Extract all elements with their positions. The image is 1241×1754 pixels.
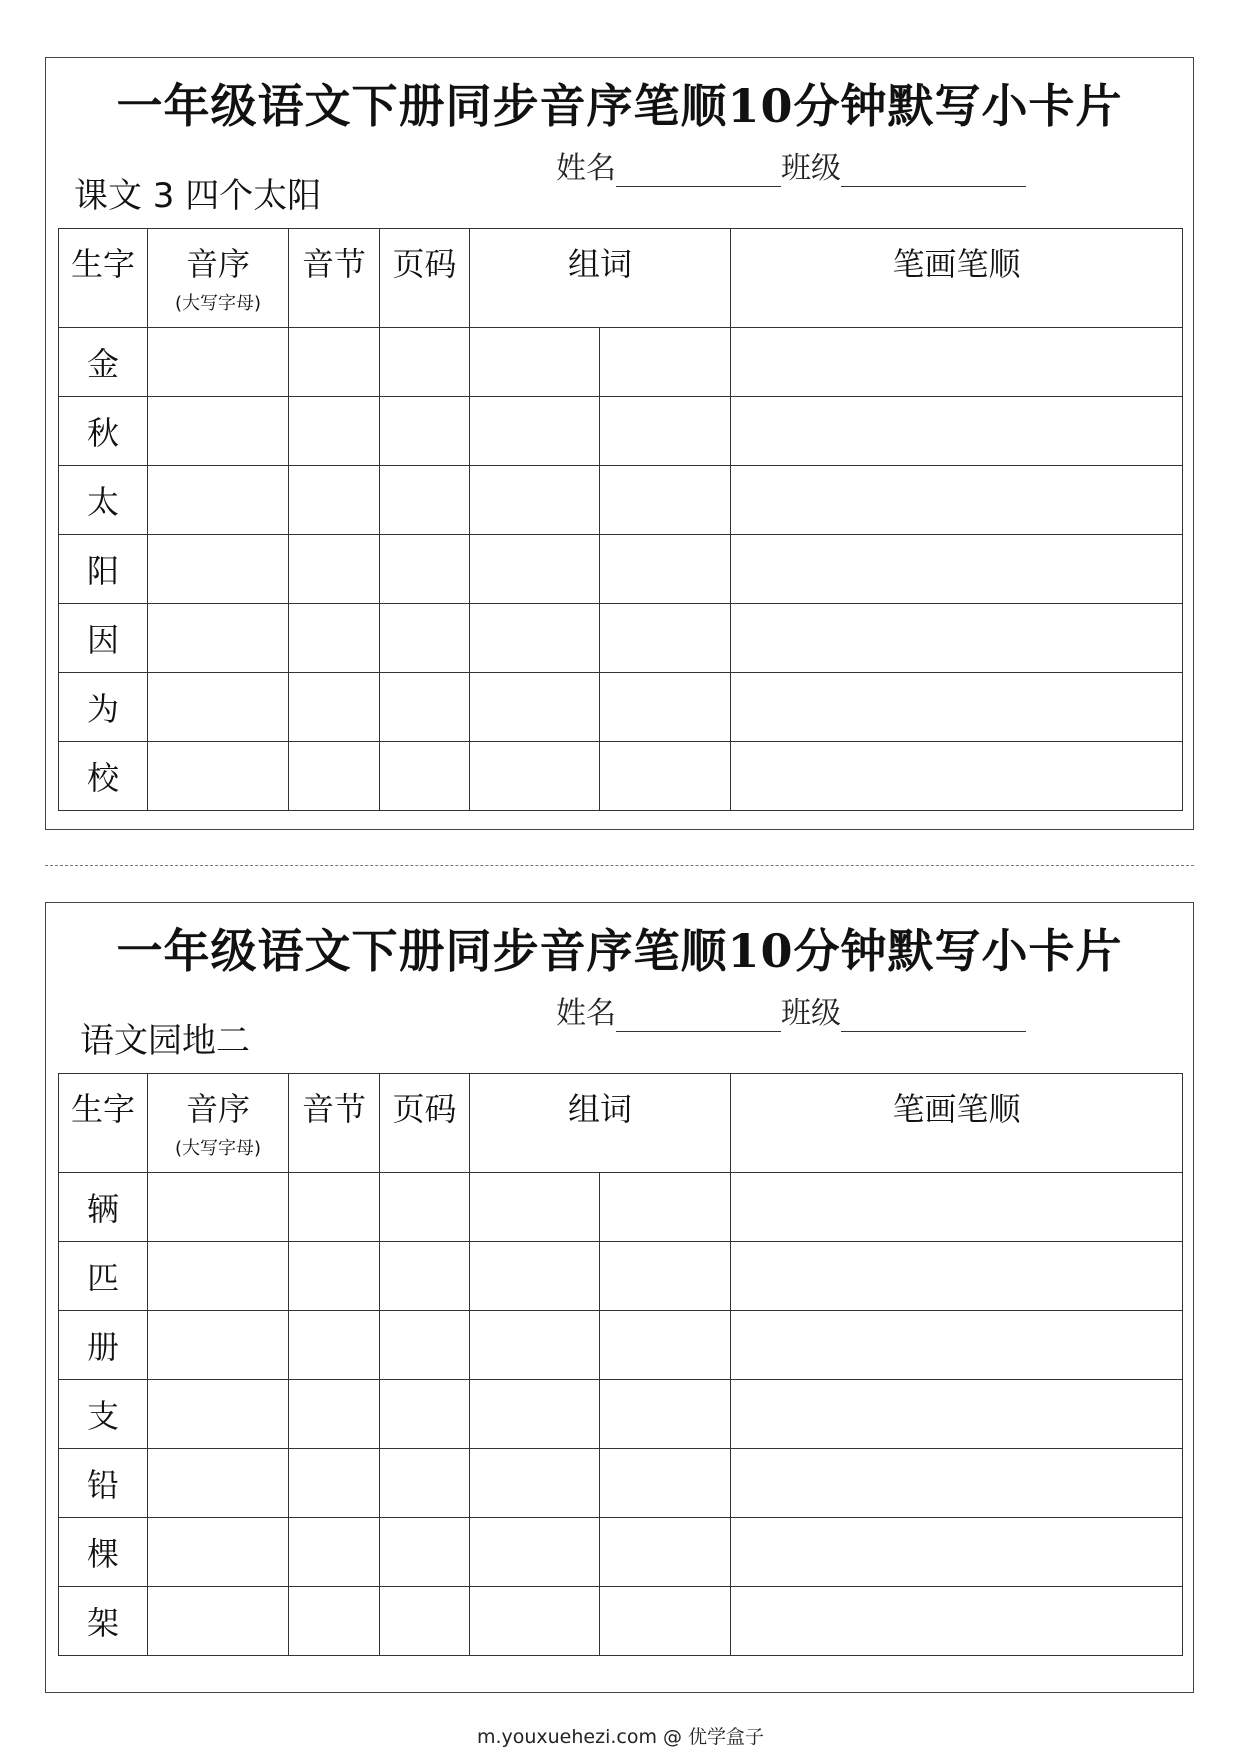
word-cell-2[interactable] bbox=[600, 1173, 731, 1242]
syllable-cell[interactable] bbox=[289, 1380, 380, 1449]
word-cell-1[interactable] bbox=[470, 604, 600, 673]
dictation-table bbox=[58, 1073, 1183, 1656]
char-cell: 金 bbox=[59, 328, 148, 397]
word-cell-1[interactable] bbox=[470, 535, 600, 604]
lesson-title: 语文园地二 bbox=[80, 1021, 250, 1061]
syllable-cell[interactable] bbox=[289, 1587, 380, 1656]
order-cell[interactable] bbox=[148, 742, 289, 811]
page-cell[interactable] bbox=[380, 1518, 470, 1587]
page-cell[interactable] bbox=[380, 604, 470, 673]
char-cell: 辆 bbox=[59, 1173, 148, 1242]
page-cell[interactable] bbox=[380, 466, 470, 535]
word-cell-1[interactable] bbox=[470, 1518, 600, 1587]
char-cell: 阳 bbox=[59, 535, 148, 604]
name-field[interactable] bbox=[616, 156, 781, 187]
word-cell-2[interactable] bbox=[600, 1449, 731, 1518]
table-header-row bbox=[59, 1074, 1183, 1173]
page-cell[interactable] bbox=[380, 328, 470, 397]
cut-line-divider bbox=[45, 865, 1194, 866]
strokes-cell[interactable] bbox=[731, 1242, 1183, 1311]
header-page: 页码 bbox=[380, 229, 470, 328]
order-cell[interactable] bbox=[148, 466, 289, 535]
table-row bbox=[59, 673, 1183, 742]
order-cell[interactable] bbox=[148, 1380, 289, 1449]
header-char: 生字 bbox=[59, 1074, 148, 1173]
strokes-cell[interactable] bbox=[731, 1518, 1183, 1587]
page-cell[interactable] bbox=[380, 1173, 470, 1242]
strokes-cell[interactable] bbox=[731, 1380, 1183, 1449]
char-cell: 铅 bbox=[59, 1449, 148, 1518]
header-strokes: 笔画笔顺 bbox=[731, 229, 1183, 328]
word-cell-2[interactable] bbox=[600, 1518, 731, 1587]
word-cell-2[interactable] bbox=[600, 535, 731, 604]
strokes-cell[interactable] bbox=[731, 1173, 1183, 1242]
table-row bbox=[59, 604, 1183, 673]
char-cell: 册 bbox=[59, 1311, 148, 1380]
name-label: 姓名 bbox=[556, 996, 616, 1031]
order-cell[interactable] bbox=[148, 397, 289, 466]
strokes-cell[interactable] bbox=[731, 673, 1183, 742]
order-cell[interactable] bbox=[148, 535, 289, 604]
table-row bbox=[59, 1449, 1183, 1518]
table-header-row bbox=[59, 229, 1183, 328]
header-order-label: 音序 bbox=[185, 245, 250, 283]
page-cell[interactable] bbox=[380, 535, 470, 604]
page-cell[interactable] bbox=[380, 1587, 470, 1656]
char-cell: 支 bbox=[59, 1380, 148, 1449]
order-cell[interactable] bbox=[148, 1587, 289, 1656]
word-cell-2[interactable] bbox=[600, 673, 731, 742]
word-cell-1[interactable] bbox=[470, 1311, 600, 1380]
name-class-line bbox=[556, 988, 1026, 1032]
strokes-cell[interactable] bbox=[731, 397, 1183, 466]
syllable-cell[interactable] bbox=[289, 466, 380, 535]
word-cell-2[interactable] bbox=[600, 1311, 731, 1380]
lesson-title: 课文 3 四个太阳 bbox=[74, 176, 322, 216]
word-cell-2[interactable] bbox=[600, 466, 731, 535]
order-cell[interactable] bbox=[148, 604, 289, 673]
word-cell-1[interactable] bbox=[470, 1587, 600, 1656]
order-cell[interactable] bbox=[148, 1173, 289, 1242]
table-row bbox=[59, 1311, 1183, 1380]
char-cell: 为 bbox=[59, 673, 148, 742]
strokes-cell[interactable] bbox=[731, 1449, 1183, 1518]
class-label: 班级 bbox=[781, 996, 841, 1031]
table-row bbox=[59, 1518, 1183, 1587]
page-cell[interactable] bbox=[380, 1449, 470, 1518]
syllable-cell[interactable] bbox=[289, 1518, 380, 1587]
strokes-cell[interactable] bbox=[731, 535, 1183, 604]
word-cell-2[interactable] bbox=[600, 742, 731, 811]
char-cell: 架 bbox=[59, 1587, 148, 1656]
word-cell-2[interactable] bbox=[600, 397, 731, 466]
order-cell[interactable] bbox=[148, 1242, 289, 1311]
page-cell[interactable] bbox=[380, 742, 470, 811]
syllable-cell[interactable] bbox=[289, 673, 380, 742]
word-cell-1[interactable] bbox=[470, 397, 600, 466]
dictation-card-1 bbox=[45, 57, 1194, 830]
char-cell: 因 bbox=[59, 604, 148, 673]
word-cell-1[interactable] bbox=[470, 1380, 600, 1449]
table-row bbox=[59, 535, 1183, 604]
dictation-table bbox=[58, 228, 1183, 811]
char-cell: 校 bbox=[59, 742, 148, 811]
word-cell-1[interactable] bbox=[470, 466, 600, 535]
char-cell: 秋 bbox=[59, 397, 148, 466]
header-char: 生字 bbox=[59, 229, 148, 328]
word-cell-2[interactable] bbox=[600, 1242, 731, 1311]
strokes-cell[interactable] bbox=[731, 1311, 1183, 1380]
header-strokes: 笔画笔顺 bbox=[731, 1074, 1183, 1173]
word-cell-2[interactable] bbox=[600, 1587, 731, 1656]
table-row bbox=[59, 466, 1183, 535]
syllable-cell[interactable] bbox=[289, 328, 380, 397]
word-cell-1[interactable] bbox=[470, 328, 600, 397]
order-cell[interactable] bbox=[148, 673, 289, 742]
order-cell[interactable] bbox=[148, 1518, 289, 1587]
header-order bbox=[148, 229, 289, 328]
dictation-card-2 bbox=[45, 902, 1194, 1693]
syllable-cell[interactable] bbox=[289, 535, 380, 604]
card-title: 一年级语文下册同步音序笔顺10分钟默写小卡片 bbox=[116, 924, 1123, 978]
table-row bbox=[59, 1380, 1183, 1449]
table-row bbox=[59, 1173, 1183, 1242]
word-cell-1[interactable] bbox=[470, 673, 600, 742]
strokes-cell[interactable] bbox=[731, 466, 1183, 535]
header-order-sub: (大写字母) bbox=[174, 293, 262, 314]
syllable-cell[interactable] bbox=[289, 1449, 380, 1518]
table-row bbox=[59, 397, 1183, 466]
class-label: 班级 bbox=[781, 151, 841, 186]
syllable-cell[interactable] bbox=[289, 1242, 380, 1311]
syllable-cell[interactable] bbox=[289, 604, 380, 673]
word-cell-1[interactable] bbox=[470, 1242, 600, 1311]
table-row bbox=[59, 1242, 1183, 1311]
char-cell: 匹 bbox=[59, 1242, 148, 1311]
syllable-cell[interactable] bbox=[289, 1173, 380, 1242]
header-page: 页码 bbox=[380, 1074, 470, 1173]
header-order-sub: (大写字母) bbox=[174, 1138, 262, 1159]
word-cell-2[interactable] bbox=[600, 328, 731, 397]
order-cell[interactable] bbox=[148, 328, 289, 397]
strokes-cell[interactable] bbox=[731, 1587, 1183, 1656]
syllable-cell[interactable] bbox=[289, 1311, 380, 1380]
syllable-cell[interactable] bbox=[289, 397, 380, 466]
page-cell[interactable] bbox=[380, 673, 470, 742]
table-row bbox=[59, 1587, 1183, 1656]
order-cell[interactable] bbox=[148, 1449, 289, 1518]
header-words: 组词 bbox=[470, 229, 731, 328]
header-syllable: 音节 bbox=[289, 1074, 380, 1173]
class-field[interactable] bbox=[841, 1001, 1026, 1032]
word-cell-2[interactable] bbox=[600, 1380, 731, 1449]
page-cell[interactable] bbox=[380, 1380, 470, 1449]
word-cell-1[interactable] bbox=[470, 1449, 600, 1518]
card-title: 一年级语文下册同步音序笔顺10分钟默写小卡片 bbox=[116, 79, 1123, 133]
strokes-cell[interactable] bbox=[731, 742, 1183, 811]
page-cell[interactable] bbox=[380, 1311, 470, 1380]
page-cell[interactable] bbox=[380, 1242, 470, 1311]
char-cell: 棵 bbox=[59, 1518, 148, 1587]
header-order bbox=[148, 1074, 289, 1173]
word-cell-1[interactable] bbox=[470, 1173, 600, 1242]
table-row bbox=[59, 742, 1183, 811]
name-field[interactable] bbox=[616, 1001, 781, 1032]
order-cell[interactable] bbox=[148, 1311, 289, 1380]
char-cell: 太 bbox=[59, 466, 148, 535]
word-cell-2[interactable] bbox=[600, 604, 731, 673]
header-syllable: 音节 bbox=[289, 229, 380, 328]
syllable-cell[interactable] bbox=[289, 742, 380, 811]
word-cell-1[interactable] bbox=[470, 742, 600, 811]
page-cell[interactable] bbox=[380, 397, 470, 466]
header-order-label: 音序 bbox=[185, 1090, 250, 1128]
footer-source: m.youxuehezi.com @ 优学盒子 bbox=[476, 1726, 765, 1748]
name-label: 姓名 bbox=[556, 151, 616, 186]
class-field[interactable] bbox=[841, 156, 1026, 187]
name-class-line bbox=[556, 143, 1026, 187]
header-words: 组词 bbox=[470, 1074, 731, 1173]
strokes-cell[interactable] bbox=[731, 604, 1183, 673]
strokes-cell[interactable] bbox=[731, 328, 1183, 397]
table-row bbox=[59, 328, 1183, 397]
